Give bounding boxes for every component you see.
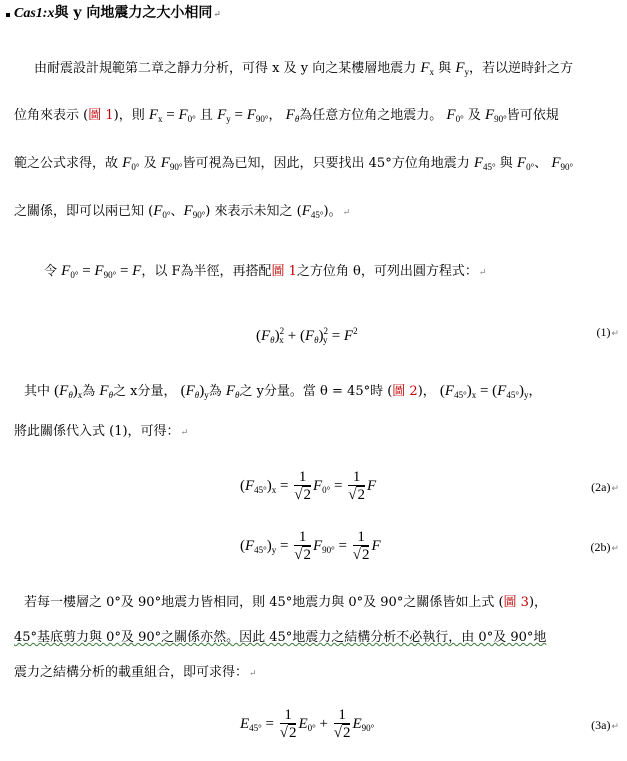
equation-2b: $(F_{45^\circ})_y$ = $\frac{1}{√2}$ $F_{90^\circ}$ = $\frac{1}{√2}$ F — [240, 529, 381, 563]
para3-line1: 其中 $(F_\theta)_x$為 $F_\theta$之 x分量， $(F_\theta)_y$為 $F_\theta$之 y分量。當 θ = 45°時 (圖 2)， $(F_{45^\circ})_x = (F_{45^\circ})_y$， — [24, 383, 542, 400]
heading-bullet — [6, 13, 10, 17]
paragraph-mark-icon: ↵ — [342, 208, 351, 218]
equation-3a: $E_{45^\circ}$ = $\frac{1}{√2}$ $E_{0^\circ}$ + $\frac{1}{√2}$ $E_{90^\circ}$ — [240, 707, 375, 741]
para1-line4: 之關係，即可以兩已知 ($F_{0^\circ}$、$F_{90^\circ}$) 來表示未知之 $(F_{45^\circ})$。↵ — [14, 203, 351, 220]
equation-2a: $(F_{45^\circ})_x$ = $\frac{1}{√2}$ $F_{0^\circ}$ = $\frac{1}{√2}$ F — [240, 469, 377, 503]
heading-title: 與 y 向地震力之大小相同 — [54, 5, 213, 21]
para4-line2: 45°基底剪力與 0°及 90°之關係亦然。因此 45°地震力之結構分析不必執行，由 0°及 90°地 — [14, 630, 547, 645]
equation-number: (3a)↵ — [591, 718, 619, 732]
equation-number: (2b)↵ — [590, 540, 619, 554]
section-heading — [14, 4, 221, 24]
para1-line1: 由耐震設計規範第二章之靜力分析，可得 x 及 y 向之某樓層地震力 $F_x$ 與 $F_y$，若以逆時針之方 — [34, 60, 574, 77]
figure-link[interactable]: 圖 2 — [392, 384, 418, 399]
para1-line2: 位角來表示 (圖 1)，則 $F_x = F_{0^\circ}$ 且 $F_y = F_{90^\circ}$， $F_\theta$為任意方位角之地震力。 $F_{0^\circ}$ 及 $F_{90^\circ}$皆可依規 — [14, 107, 559, 124]
paragraph-mark-icon: ↵ — [478, 268, 487, 278]
equation-number: (2a)↵ — [591, 480, 619, 494]
para4-line1: 若每一樓層之 0°及 90°地震力皆相同，則 45°地震力與 0°及 90°之關係皆如上式 (圖 3)， — [24, 595, 548, 610]
case-label: Cas1:x — [14, 6, 55, 21]
equation-number: (1)↵ — [596, 325, 619, 339]
paragraph-mark-icon: ↵ — [180, 428, 189, 438]
figure-link[interactable]: 圖 1 — [88, 108, 114, 123]
para1-line3: 範之公式求得，故 $F_{0^\circ}$ 及 $F_{90^\circ}$皆可視為已知，因此，只要找出 45°方位角地震力 $F_{45^\circ}$ 與 $F_{0^\circ}$、 $F_{90^\circ}$ — [14, 155, 574, 172]
equation-1: $(F_\theta)^2_x + (F_\theta)^2_y = F^2$ — [256, 326, 358, 345]
para3-line2: 將此關係代入式 (1)，可得：↵ — [14, 424, 189, 439]
paragraph-mark-icon: ↵ — [213, 10, 221, 20]
para2-line1: 令 $F_{0^\circ} = F_{90^\circ} = F$，以 F為半徑，再搭配圖 1之方位角 θ，可列出圓方程式：↵ — [44, 263, 487, 280]
figure-link[interactable]: 圖 3 — [503, 595, 529, 610]
figure-link[interactable]: 圖 1 — [271, 264, 297, 279]
para4-line3: 震力之結構分析的載重組合，即可求得：↵ — [14, 665, 257, 680]
paragraph-mark-icon: ↵ — [249, 669, 257, 679]
